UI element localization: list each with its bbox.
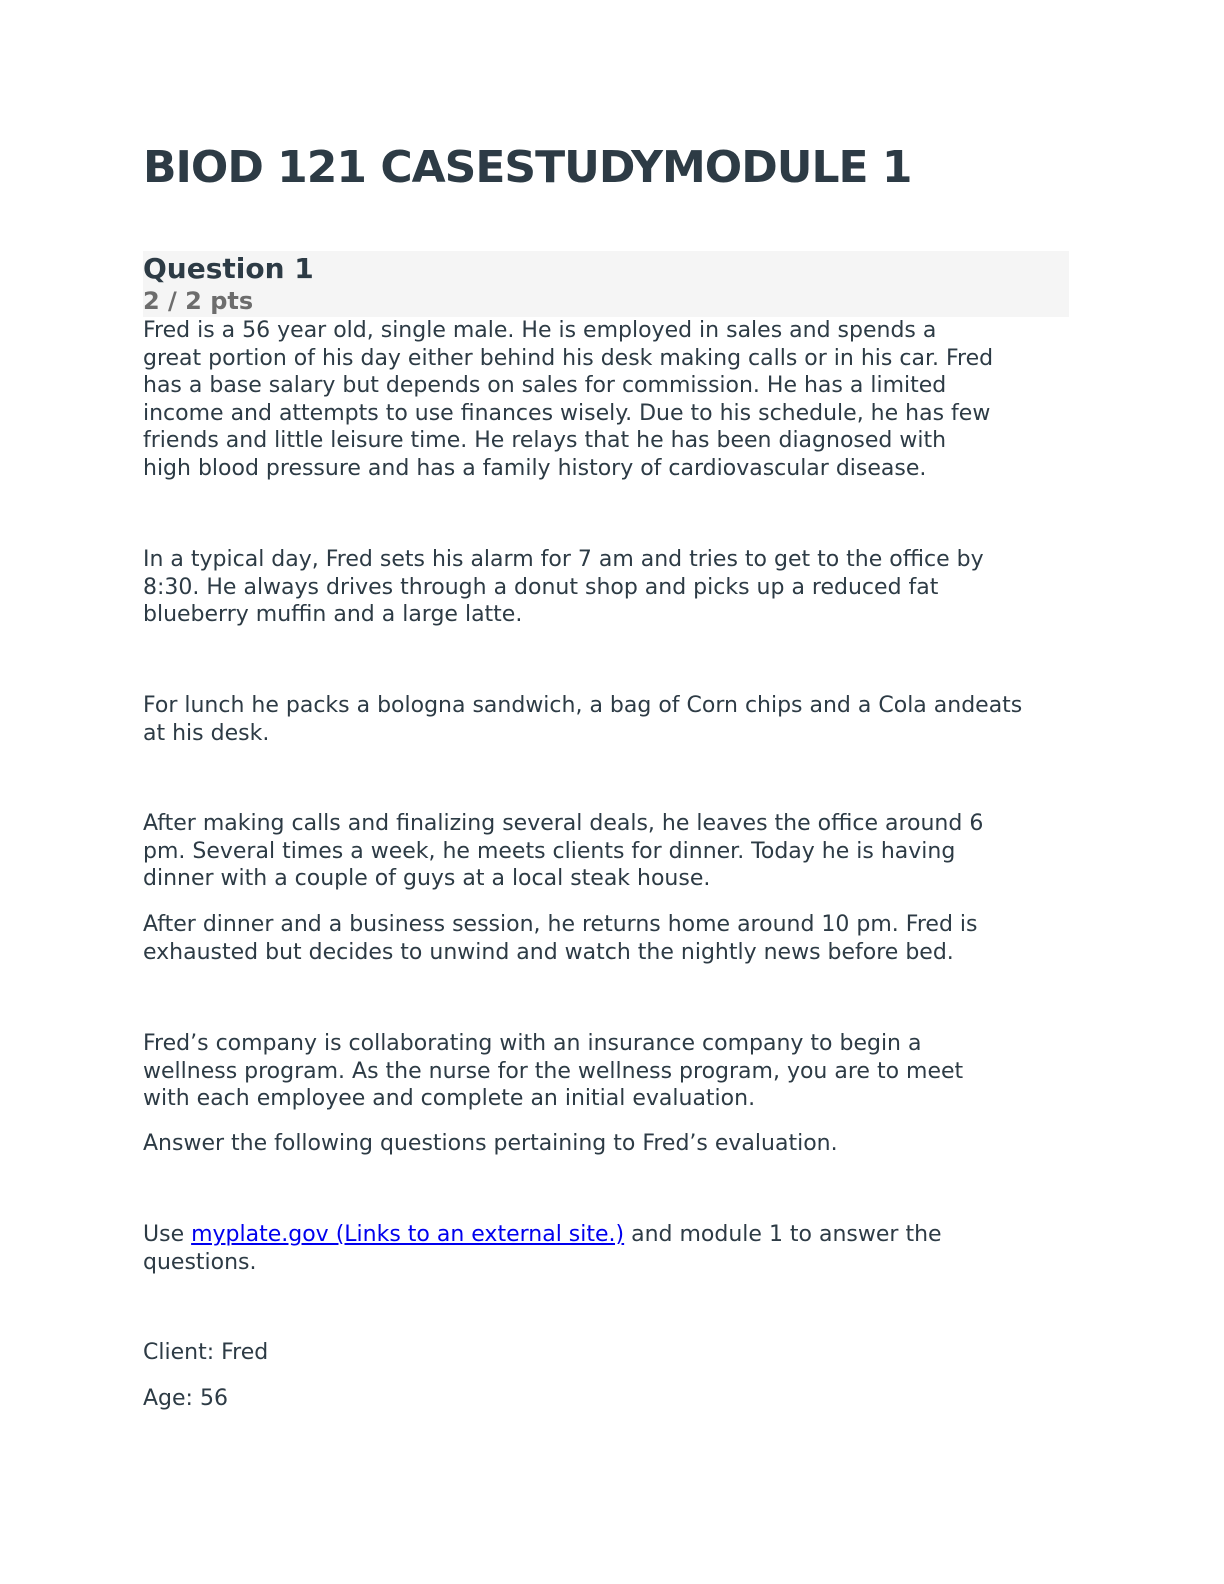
paragraph-line: blueberry muffin and a large latte. (143, 602, 523, 627)
paragraph-line: Fred is a 56 year old, single male. He is employed in sales and spends a (143, 318, 937, 343)
case-paragraph-morning (143, 546, 1083, 629)
client-label: Client: Fred (143, 1340, 269, 1365)
paragraph-line: Answer the following questions pertaining to Fred’s evaluation. (143, 1131, 838, 1156)
myplate-link[interactable]: myplate.gov (Links to an external site.) (191, 1222, 625, 1247)
question-points: 2 / 2 pts (143, 287, 254, 315)
paragraph-line: For lunch he packs a bologna sandwich, a bag of Corn chips and a Cola andeats (143, 693, 1023, 718)
document-title: BIOD 121 CASESTUDYMODULE 1 (143, 142, 912, 193)
resource-prefix: Use (143, 1222, 192, 1247)
paragraph-line: has a base salary but depends on sales for commission. He has a limited (143, 373, 947, 398)
paragraph-line: In a typical day, Fred sets his alarm for 7 am and tries to get to the office by (143, 547, 984, 572)
question-header (143, 251, 1069, 317)
paragraph-line: questions. (143, 1249, 257, 1275)
paragraph-line: exhausted but decides to unwind and watch the nightly news before bed. (143, 939, 954, 965)
case-paragraph-intro (143, 317, 1083, 482)
resource-paragraph (143, 1221, 1083, 1276)
paragraph-line: After dinner and a business session, he returns home around 10 pm. Fred is (143, 912, 978, 937)
case-paragraph-wellness (143, 1030, 1083, 1113)
paragraph-line: Fred’s company is collaborating with an insurance company to begin a (143, 1031, 922, 1056)
paragraph-line: 8:30. He always drives through a donut shop and picks up a reduced fat (143, 574, 939, 600)
paragraph-line: with each employee and complete an initial evaluation. (143, 1086, 756, 1111)
case-paragraph-evening (143, 810, 1083, 893)
resource-suffix: and module 1 to answer the (624, 1222, 942, 1247)
paragraph-line: friends and little leisure time. He relays that he has been diagnosed with (143, 428, 947, 453)
paragraph-line: at his desk. (143, 720, 270, 746)
case-instructions (143, 1130, 1083, 1158)
case-paragraph-lunch (143, 692, 1083, 747)
paragraph-line: pm. Several times a week, he meets clients for dinner. Today he is having (143, 838, 956, 864)
paragraph-line: high blood pressure and has a family history of cardiovascular disease. (143, 455, 927, 481)
paragraph-line: great portion of his day either behind his desk making calls or in his car. Fred (143, 345, 994, 371)
paragraph-line: income and attempts to use finances wisely. Due to his schedule, he has few (143, 400, 991, 426)
case-paragraph-night (143, 911, 1083, 966)
paragraph-line: dinner with a couple of guys at a local steak house. (143, 866, 711, 891)
paragraph-line: After making calls and finalizing several deals, he leaves the office around 6 (143, 811, 984, 836)
age-label: Age: 56 (143, 1386, 228, 1411)
paragraph-line (143, 1221, 1083, 1249)
client-name (143, 1339, 1083, 1367)
question-title: Question 1 (143, 252, 314, 285)
client-age (143, 1385, 1083, 1413)
paragraph-line: wellness program. As the nurse for the wellness program, you are to meet (143, 1058, 964, 1084)
